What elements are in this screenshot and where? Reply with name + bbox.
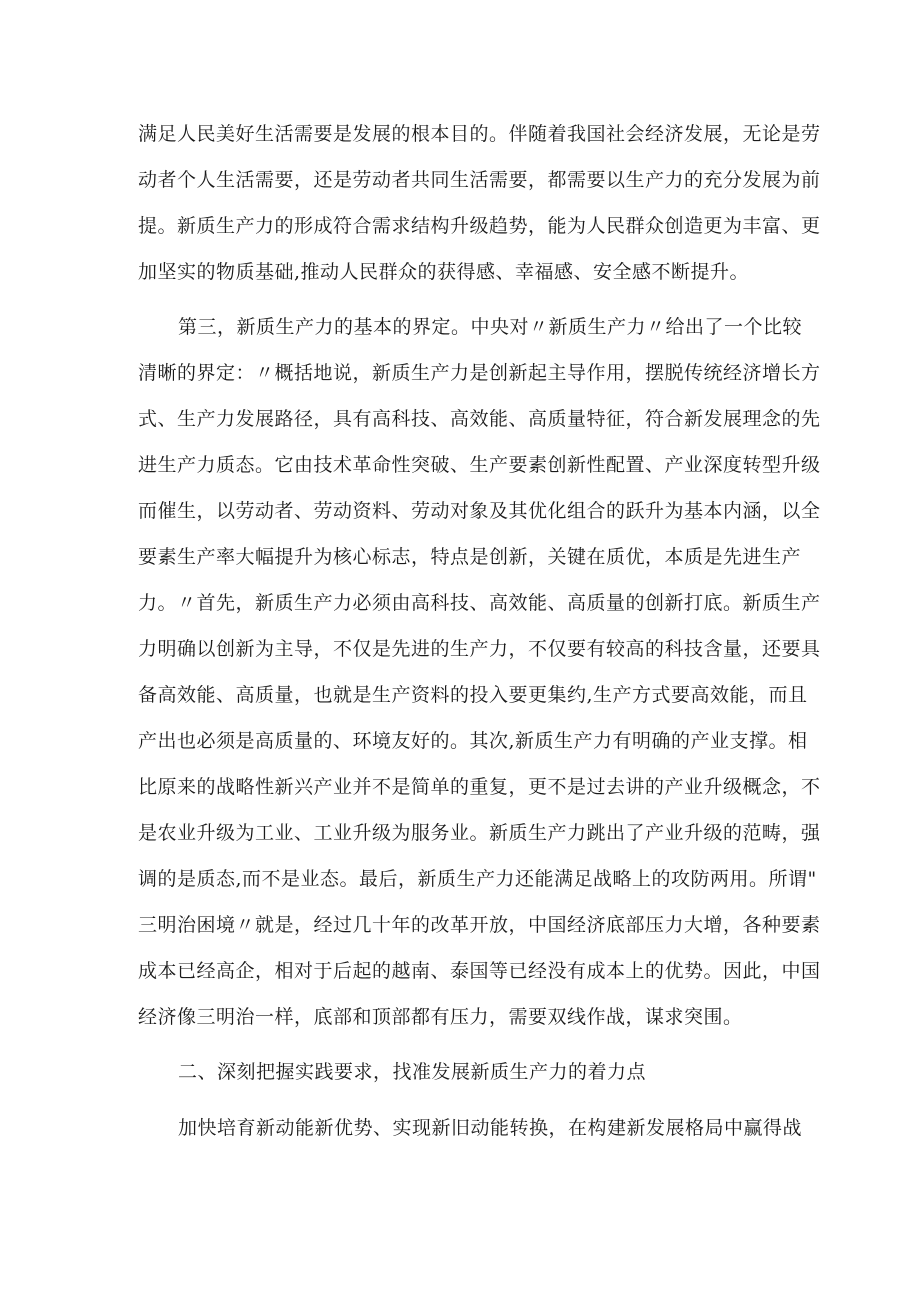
section-heading: 二、深刻把握实践要求，找准发展新质生产力的着力点	[178, 1061, 647, 1083]
paragraph-2-line-1: 第三，新质生产力的基本的界定。中央对〃新质生产力〃给出了一个比较	[178, 316, 803, 338]
paragraph-2-line-3: 式、生产力发展路径，具有高科技、高效能、高质量特征，符合新发展理念的先	[138, 408, 821, 430]
paragraph-2-line-7: 力。〃首先，新质生产力必须由高科技、高效能、高质量的创新打底。新质生产	[138, 592, 821, 614]
paragraph-2-line-15: 成本已经高企，相对于后起的越南、泰国等已经没有成本上的优势。因此，中国	[138, 960, 821, 982]
paragraph-2-line-4: 进生产力质态。它由技术革命性突破、生产要素创新性配置、产业深度转型升级	[138, 454, 821, 476]
paragraph-1-line-4: 加坚实的物质基础,推动人民群众的获得感、幸福感、安全感不断提升。	[138, 261, 750, 283]
paragraph-1-line-1: 满足人民美好生活需要是发展的根本目的。伴随着我国社会经济发展，无论是劳	[138, 123, 821, 145]
paragraph-2-line-6: 要素生产率大幅提升为核心标志，特点是创新，关键在质优，本质是先进生产	[138, 546, 802, 568]
paragraph-2-line-12: 是农业升级为工业、工业升级为服务业。新质生产力跳出了产业升级的范畴，强	[138, 822, 821, 844]
paragraph-2-line-5: 而催生，以劳动者、劳动资料、劳动对象及其优化组合的跃升为基本内涵，以全	[138, 500, 821, 522]
paragraph-1-line-3: 提。新质生产力的形成符合需求结构升级趋势，能为人民群众创造更为丰富、更	[138, 215, 821, 237]
paragraph-1-line-2: 动者个人生活需要，还是劳动者共同生活需要，都需要以生产力的充分发展为前	[138, 169, 821, 191]
paragraph-2-line-13: 调的是质态,而不是业态。最后，新质生产力还能满足战略上的攻防两用。所谓"	[138, 868, 817, 890]
paragraph-3-line-1: 加快培育新动能新优势、实现新旧动能转换，在构建新发展格局中赢得战	[178, 1117, 803, 1139]
paragraph-2-line-9: 备高效能、高质量，也就是生产资料的投入要更集约,生产方式要高效能，而且	[138, 684, 808, 706]
paragraph-2-line-14: 三明治困境〃就是，经过几十年的改革开放，中国经济底部压力大增，各种要素	[138, 914, 821, 936]
paragraph-2-line-2: 清晰的界定：〃概括地说，新质生产力是创新起主导作用，摆脱传统经济增长方	[138, 362, 821, 384]
paragraph-2-line-16: 经济像三明治一样，底部和顶部都有压力，需要双线作战，谋求突围。	[138, 1006, 743, 1028]
paragraph-2-line-11: 比原来的战略性新兴产业并不是简单的重复，更不是过去讲的产业升级概念，不	[138, 776, 821, 798]
paragraph-2-line-10: 产出也必须是高质量的、环境友好的。其次,新质生产力有明确的产业支撑。相	[138, 730, 808, 752]
paragraph-2-line-8: 力明确以创新为主导，不仅是先进的生产力，不仅要有较高的科技含量，还要具	[138, 638, 821, 660]
